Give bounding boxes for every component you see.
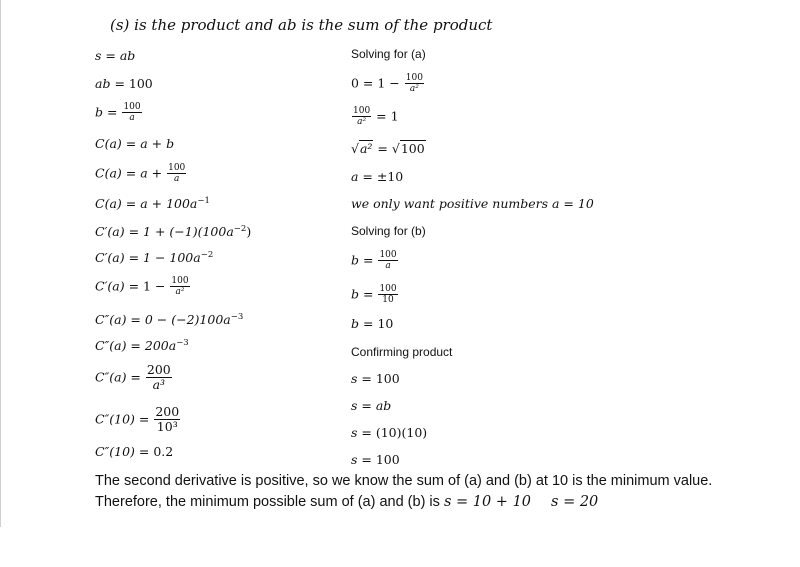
denominator: a³ [152,377,166,393]
fraction [405,73,424,95]
fraction [378,250,397,272]
rhs: 100 [375,452,400,467]
left-eq-2: ab = 100 [95,76,153,91]
numerator: 200 [155,404,180,419]
rhs: a + b [140,136,175,151]
lhs: b [351,316,360,331]
heading-solving-b: Solving for (b) [351,224,426,238]
lhs: b [95,104,104,120]
denominator: 10 [382,295,394,306]
rhs: 100 [128,76,153,91]
rhs: a + [140,165,163,181]
rhs: 1 − 100a [143,250,201,265]
exponent: −1 [197,196,210,206]
fraction [378,284,397,306]
conclusion-line-2 [95,494,598,510]
lhs: s [351,371,358,386]
denominator: a [174,174,180,185]
conclusion-text: Therefore, the minimum possible sum of (a) and (b) is [95,494,444,510]
left-eq-8: $C'(a) = 1 - 100a^{-2}$ [95,250,214,265]
heading-confirming-product: Confirming product [351,345,453,359]
rhs: 10 [377,316,394,331]
lhs: s [351,398,358,413]
fraction [154,405,180,435]
right-eq-3: √a² = √100 [351,141,425,156]
rhs: 100 [375,371,400,386]
conclusion-line-1: The second derivative is positive, so we know the sum of (a) and (b) at 10 is the minimum value. [95,473,713,489]
positive-note: we only want positive numbers a = 10 [351,196,594,211]
fraction [167,163,186,185]
sqrt-rhs: √100 [391,141,425,156]
numerator: 100 [405,73,423,83]
rhs: a + 100a [140,196,198,211]
fraction [122,102,141,124]
exponent: −3 [230,312,244,322]
left-eq-11: $C''(a) = 200a^{-3}$ [95,338,189,353]
function: C″(10) [95,444,135,459]
rhs: 1 + (−1)(100a [143,224,234,239]
rhs: 1 − [143,278,166,294]
function: C′(a) [95,224,125,239]
function: C(a) [95,136,122,151]
right-eq-10: s = ab [351,398,392,413]
lhs: ab [95,76,111,91]
sum-result: s = 20 [551,494,599,510]
function: C″(a) [95,338,127,353]
page-edge [0,0,1,527]
left-eq-10: $C''(a) = 0 - (-2)100a^{-3}$ [95,312,244,327]
right-eq-4: a = ±10 [351,169,404,184]
lhs: a [351,169,359,184]
right-eq-11: s = (10)(10) [351,425,428,440]
rhs: ±10 [376,169,404,184]
left-eq-6: $C(a) = a + 100a^{-1}$ [95,196,210,211]
function: C(a) [95,165,122,181]
right-eq-2: $\frac{100}{\text{a²}}$ = 1 [353,106,399,128]
fraction [352,106,371,128]
right-eq-12: s = 100 [351,452,400,467]
numerator: 100 [123,102,141,112]
left-eq-7: $C'(a) = 1 + (-1)(100a^{-2})$ [95,224,252,239]
sqrt-lhs: √a² [351,141,373,156]
numerator: 200 [146,362,171,377]
left-eq-13: C″(10) = $\frac{200}{\text{10³}}$ [95,404,180,435]
radicand: 100 [400,141,425,156]
exponent: −2 [200,250,214,260]
numerator: 100 [168,163,186,173]
fraction [170,276,189,298]
right-eq-1: 0 = 1 − $\frac{100}{\text{a²}}$ [351,73,423,95]
lhs: b [351,252,360,268]
rhs: 0 − (−2)100a [144,312,231,327]
rhs: ab [119,48,136,63]
right-eq-9: s = 100 [351,371,400,386]
numerator: 100 [171,276,189,286]
lhs: s [351,452,358,467]
left-eq-5: C(a) = a + $\frac{100}{a}$ [95,163,186,185]
rhs: 1 [390,108,399,124]
left-eq-12: C″(a) = $\frac{200}{\text{a³}}$ [95,362,171,393]
radicand: a² [359,141,373,156]
denominator: 10³ [156,419,178,435]
close-paren: ) [246,224,252,239]
heading: (s) is the product and ab is the sum of the product [110,16,493,34]
denominator: a² [357,117,367,128]
numerator: 100 [379,250,397,260]
exponent: −2 [233,224,247,234]
denominator: a [385,261,391,272]
exponent: −3 [176,338,189,348]
rhs: 0.2 [153,444,174,459]
denominator: a² [409,84,419,95]
left-eq-3: b = $\frac{100}{a}$ [95,102,141,124]
function: C″(a) [95,369,127,385]
rhs: ab [375,398,392,413]
rhs: 1 − [377,75,400,91]
lhs: s [95,48,102,63]
function: C(a) [95,196,122,211]
left-eq-14: C″(10) = 0.2 [95,444,174,459]
function: C′(a) [95,278,125,294]
numerator: 100 [379,284,397,294]
sum-equation: s = 10 + 10 [443,494,532,510]
denominator: a² [175,287,185,298]
rhs: 200a [144,338,177,353]
denominator: a [129,113,135,124]
lhs: 0 [351,75,359,91]
rhs: (10)(10) [375,425,428,440]
function: C′(a) [95,250,125,265]
lhs: b [351,286,360,302]
numerator: 100 [353,106,371,116]
right-eq-7: b = $\frac{100}{10}$ [351,284,397,306]
function: C″(a) [95,312,127,327]
heading-solving-a: Solving for (a) [351,47,426,61]
left-eq-9: C′(a) = 1 − $\frac{100}{\text{a²}}$ [95,276,189,298]
left-eq-1: s = ab [95,48,136,63]
fraction [146,363,172,393]
lhs: s [351,425,358,440]
right-eq-6: b = $\frac{100}{a}$ [351,250,397,272]
left-eq-4: C(a) = a + b [95,136,175,151]
function: C″(10) [95,411,135,427]
right-eq-8: b = 10 [351,316,394,331]
